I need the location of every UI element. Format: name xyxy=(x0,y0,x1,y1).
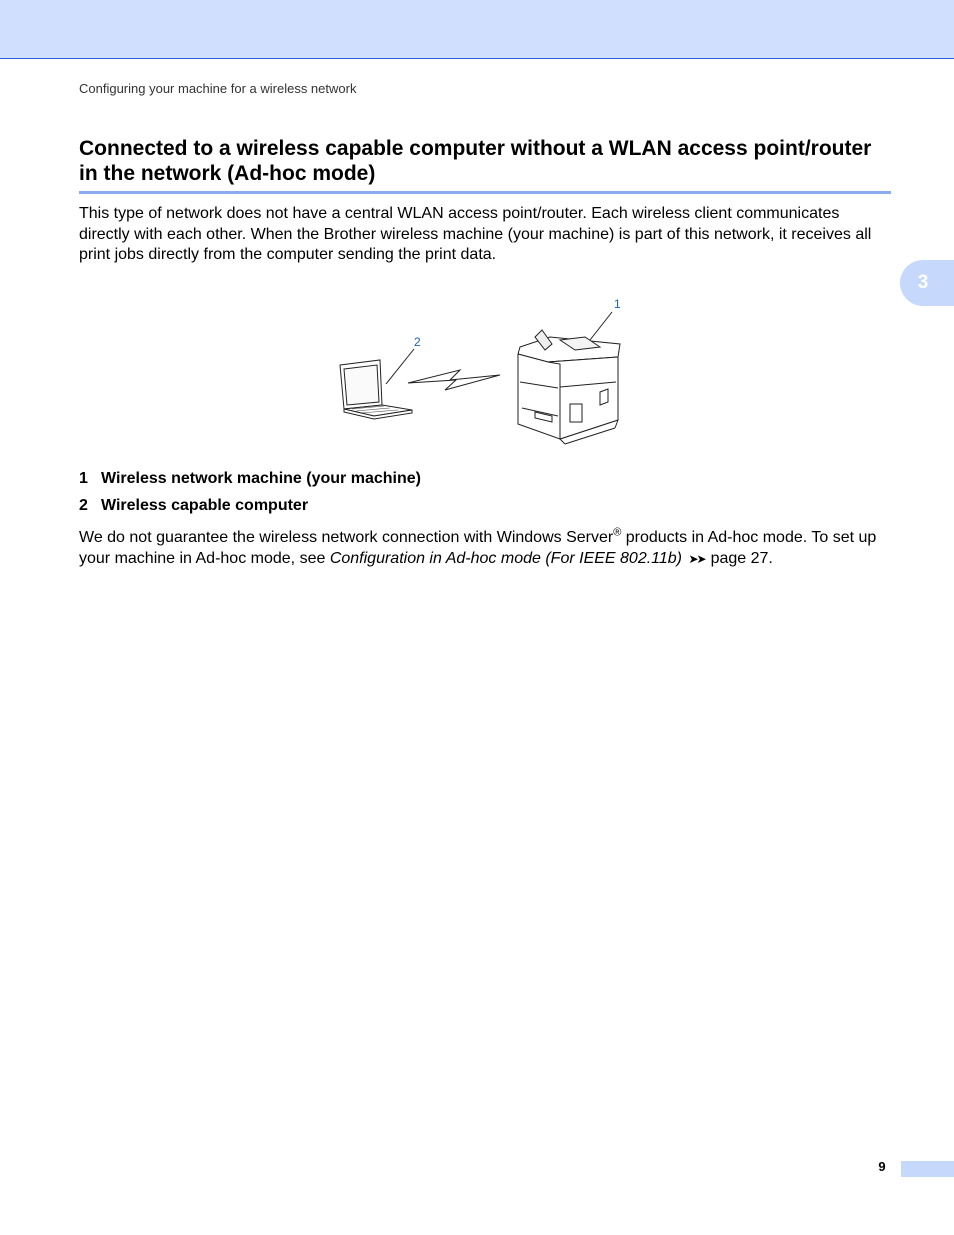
legend-label: Wireless capable computer xyxy=(101,497,309,514)
callout-1-label: 1 xyxy=(614,297,621,311)
note-text-part2: products in Ad-hoc mode. To set up your machine in Ad-hoc mode, see xyxy=(79,529,877,567)
legend-label: Wireless network machine (your machine) xyxy=(101,470,421,487)
chapter-number: 3 xyxy=(917,272,929,293)
callout-2-leader xyxy=(386,349,414,384)
note-end: . xyxy=(768,549,773,567)
callout-2-label: 2 xyxy=(414,335,421,349)
chapter-tab[interactable] xyxy=(900,260,954,306)
note-text-part1: We do not guarantee the wireless network connection with Windows Server xyxy=(79,529,614,546)
registered-mark: ® xyxy=(613,526,622,539)
legend-number: 2 xyxy=(79,497,88,514)
laptop-illustration xyxy=(340,360,412,419)
page-number: 9 xyxy=(878,1159,886,1174)
note-paragraph xyxy=(79,528,894,569)
legend-item-2 xyxy=(79,497,308,515)
cross-reference-link[interactable]: Configuration in Ad-hoc mode (For IEEE 802.11b) xyxy=(329,549,682,567)
callout-1-leader xyxy=(590,312,612,340)
legend-number: 1 xyxy=(79,470,88,487)
running-header: Configuring your machine for a wireless network xyxy=(79,81,357,96)
legend-item-1 xyxy=(79,470,421,488)
wireless-signal-icon xyxy=(408,370,500,390)
page-reference[interactable]: page 27 xyxy=(710,549,769,567)
footer-tab xyxy=(901,1161,954,1177)
printer-illustration xyxy=(518,330,620,444)
intro-paragraph: This type of network does not have a central WLAN access point/router. Each wireless client communicates directly with each other. When the Brother wireless machine (your machine) is part of this network, it receives all print jobs directly from the computer sending the print data. xyxy=(79,205,872,263)
double-arrow-icon: ➤➤ xyxy=(688,551,705,566)
section-heading: Connected to a wireless capable computer without a WLAN access point/router in the network (Ad-hoc mode) xyxy=(79,136,891,194)
adhoc-network-figure xyxy=(330,292,630,452)
top-header-band xyxy=(0,0,954,59)
